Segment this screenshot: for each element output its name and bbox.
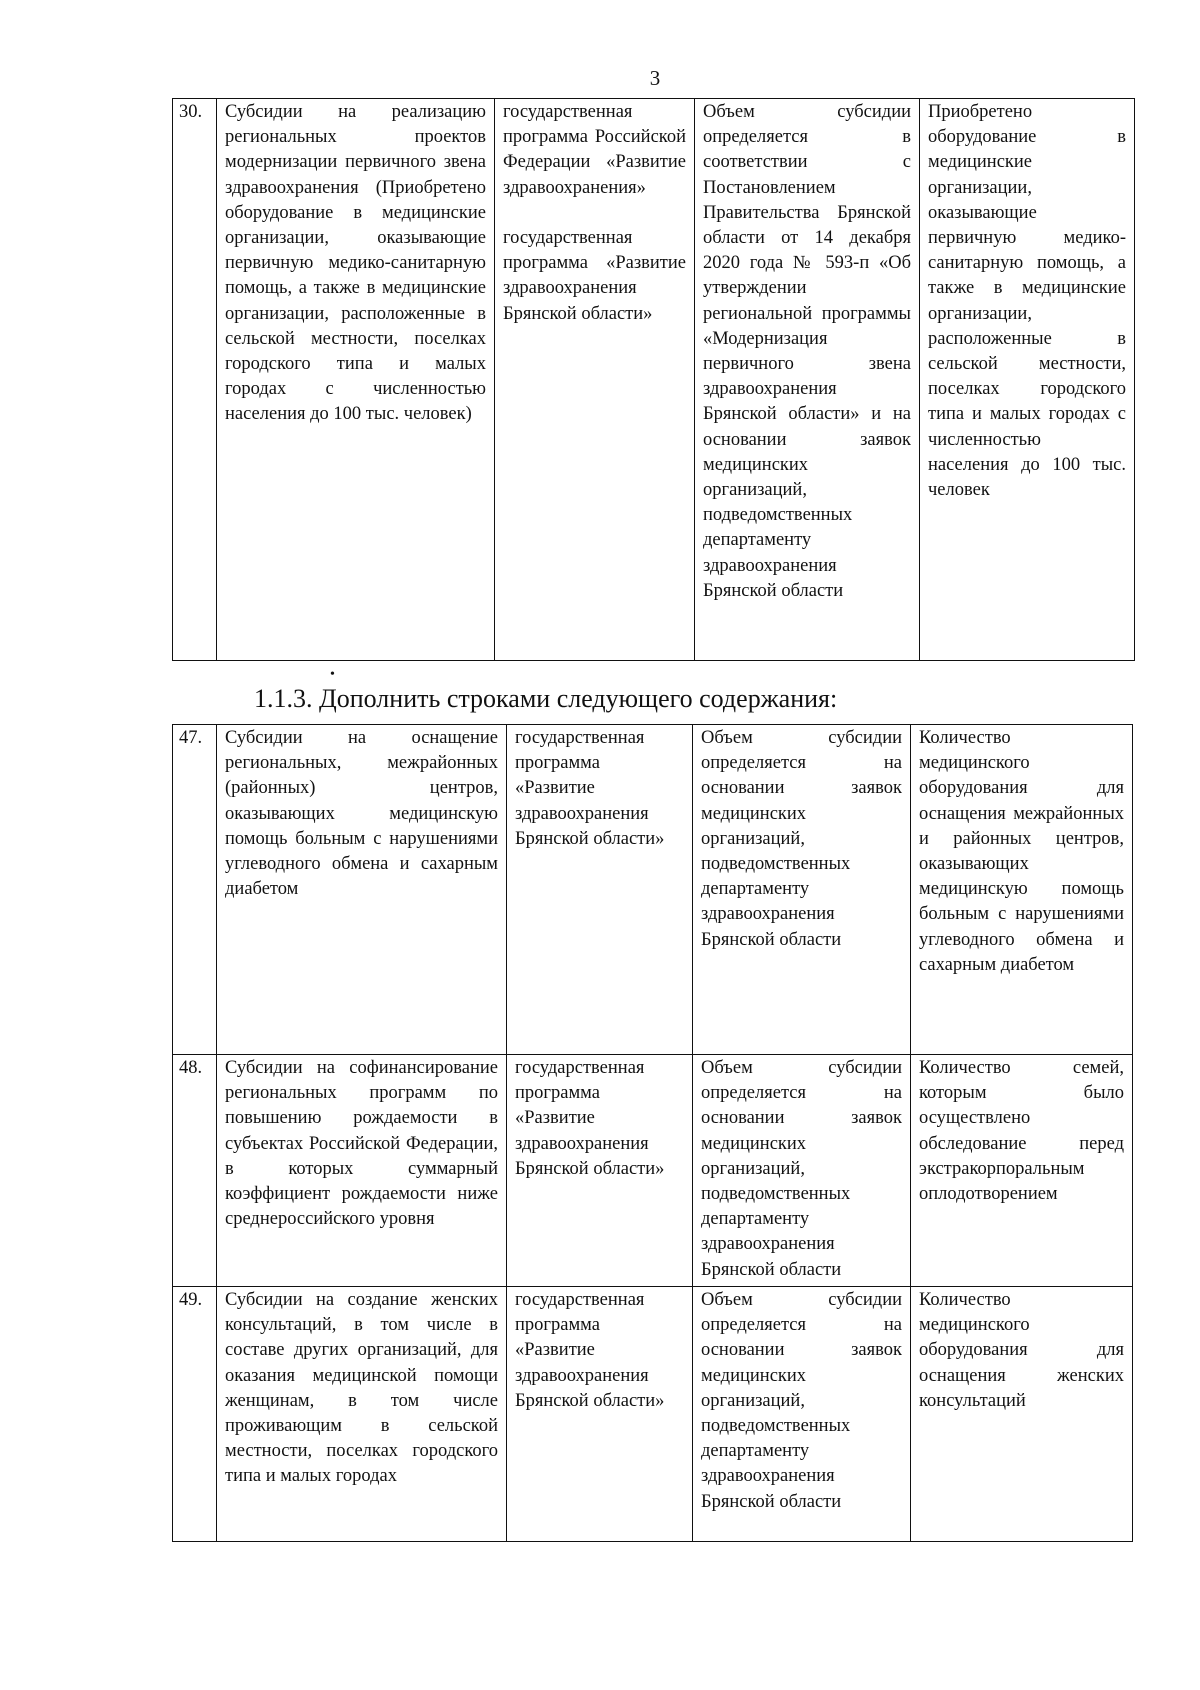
page-number: 3 (649, 66, 661, 90)
subsidy-table-added (172, 724, 1133, 1542)
row-number: 49. (173, 1287, 217, 1542)
row-number: 48. (173, 1055, 217, 1287)
table-row (173, 1055, 1133, 1287)
subsidy-table-existing (172, 98, 1135, 661)
program-cell: государственная программа «Развитие здравоохранения Брянской области» (507, 725, 693, 1055)
method-cell: Объем субсидии определяется в соответствии с Постановлением Правительства Брянской области от 14 декабря 2020 года № 593-п «Об утверждении региональной программы «Модернизация первичного звена здравоохранения Брянской области» и на основании заявок медицинских организаций, подведомственных департаменту здравоохранения Брянской области (695, 99, 920, 661)
program-cell: государственная программа «Развитие здравоохранения Брянской области» (507, 1055, 693, 1287)
program-cell: государственная программа «Развитие здравоохранения Брянской области» (507, 1287, 693, 1542)
table-row (173, 725, 1133, 1055)
method-cell: Объем субсидии определяется на основании заявок медицинских организаций, подведомственных департаменту здравоохранения Брянской области (693, 725, 911, 1055)
subsidy-name-cell: Субсидии на оснащение региональных, межрайонных (районных) центров, оказывающих медицинскую помощь больным с нарушениями углеводного обмена и сахарным диабетом (217, 725, 507, 1055)
table-row (173, 1287, 1133, 1542)
result-cell: Количество семей, которым было осуществлено обследование перед экстракорпоральным оплодотворением (911, 1055, 1133, 1287)
result-cell: Приобретено оборудование в медицинские организации, оказывающие первичную медико-санитарную помощь, а также в медицинские организации, расположенные в сельской местности, поселках городского типа и малых городах с численностью населения до 100 тыс. человек (920, 99, 1135, 661)
method-cell: Объем субсидии определяется на основании заявок медицинских организаций, подведомственных департаменту здравоохранения Брянской области (693, 1055, 911, 1287)
subsidy-name-cell: Субсидии на софинансирование региональных программ по повышению рождаемости в субъектах Российской Федерации, в которых суммарный коэффициент рождаемости ниже среднероссийского уровня (217, 1055, 507, 1287)
row-number: 47. (173, 725, 217, 1055)
row-number: 30. (173, 99, 217, 661)
section-heading: 1.1.3. Дополнить строками следующего содержания: (254, 684, 838, 713)
result-cell: Количество медицинского оборудования для оснащения межрайонных и районных центров, оказывающих медицинскую помощь больным с нарушениями углеводного обмена и сахарным диабетом (911, 725, 1133, 1055)
table-row (173, 99, 1135, 661)
subsidy-name-cell: Субсидии на создание женских консультаций, в том числе в составе других организаций, для оказания медицинской помощи женщинам, в том числе проживающим в сельской местности, поселках городского типа и малых городах (217, 1287, 507, 1542)
program-cell: государственная программа Российской Федерации «Развитие здравоохранения» государственная программа «Развитие здравоохранения Брянской области» (495, 99, 695, 661)
subsidy-name-cell: Субсидии на реализацию региональных проектов модернизации первичного звена здравоохранения (Приобретено оборудование в медицинские организации, оказывающие первичную медико-санитарную помощь, а также в медицинские организации, расположенные в сельской местности, поселках городского типа и малых городах с численностью населения до 100 тыс. человек) (217, 99, 495, 661)
method-cell: Объем субсидии определяется на основании заявок медицинских организаций, подведомственных департаменту здравоохранения Брянской области (693, 1287, 911, 1542)
result-cell: Количество медицинского оборудования для оснащения женских консультаций (911, 1287, 1133, 1542)
stray-mark: • (330, 667, 335, 682)
